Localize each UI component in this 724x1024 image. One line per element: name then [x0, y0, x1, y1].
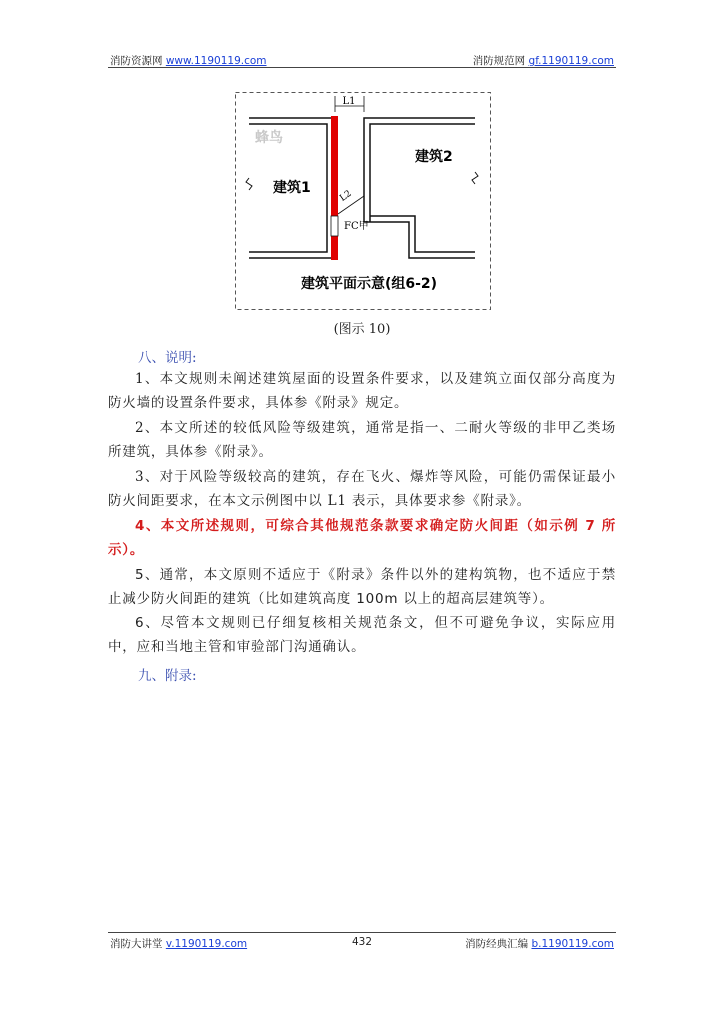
section8-heading: 八、说明: [138, 350, 197, 366]
building-plan-figure [235, 92, 491, 310]
l1-label: L1 [342, 96, 356, 107]
figure-title: 建筑平面示意(组6-2) [300, 276, 438, 292]
building-plan-drawing [235, 92, 491, 310]
l2-label: L2 [338, 188, 354, 204]
header-right-link[interactable]: gf.1190119.com [528, 55, 614, 67]
section8-paragraph-5: 5、通常，本文原则不适应于《附录》条件以外的建构筑物，也不适应于禁止减少防火间距的建筑（比如建筑高度 100m 以上的超高层建筑等）。 [108, 567, 616, 607]
section8-paragraph-2: 2、本文所述的较低风险等级建筑，通常是指一、二耐火等级的非甲乙类场所建筑，具体参《附录》。 [108, 420, 616, 460]
building2-inner [370, 124, 475, 222]
building2-outline [364, 118, 475, 222]
section8-paragraph-1: 1、本文规则未阐述建筑屋面的设置条件要求，以及建筑立面仅部分高度为防火墙的设置条件要求，具体参《附录》规定。 [108, 371, 616, 411]
header-left-label: 消防资源网 [110, 55, 163, 67]
header-divider [108, 67, 616, 68]
building2-label: 建筑2 [415, 149, 453, 165]
break-mark-right [472, 172, 478, 184]
page-footer [108, 936, 616, 954]
fire-door [331, 216, 338, 236]
section9-heading: 九、附录: [138, 668, 197, 684]
building1-label: 建筑1 [273, 180, 311, 196]
footer-divider [108, 932, 616, 933]
figure-caption: (图示 10) [333, 322, 391, 337]
header-left [110, 53, 267, 68]
page-number: 432 [351, 936, 373, 948]
watermark-logo: 蜂鸟 [255, 130, 283, 146]
footer-left-link[interactable]: v.1190119.com [165, 938, 248, 950]
page-header [108, 50, 616, 68]
header-left-link[interactable]: www.1190119.com [165, 55, 267, 67]
footer-right-link[interactable]: b.1190119.com [531, 938, 614, 950]
header-right [473, 53, 614, 68]
section8-paragraph-6: 6、尽管本文规则已仔细复核相关规范条文，但不可避免争议，实际应用中，应和当地主管和审验部门沟通确认。 [108, 615, 616, 655]
section8-paragraph-3: 3、对于风险等级较高的建筑，存在飞火、爆炸等风险，可能仍需保证最小防火间距要求，在本文示例图中以 L1 表示，具体要求参《附录》。 [108, 469, 616, 509]
footer-right [465, 936, 614, 951]
footer-left-label: 消防大讲堂 [110, 938, 163, 950]
break-mark-left [246, 178, 252, 190]
section8-paragraph-4: 4、本文所述规则，可综合其他规范条款要求确定防火间距（如示例 7 所示）。 [108, 518, 616, 558]
footer-right-label: 消防经典汇编 [465, 938, 529, 950]
header-right-label: 消防规范网 [472, 55, 526, 67]
fc-label: FC甲 [344, 221, 369, 232]
firewall-red [331, 116, 338, 260]
